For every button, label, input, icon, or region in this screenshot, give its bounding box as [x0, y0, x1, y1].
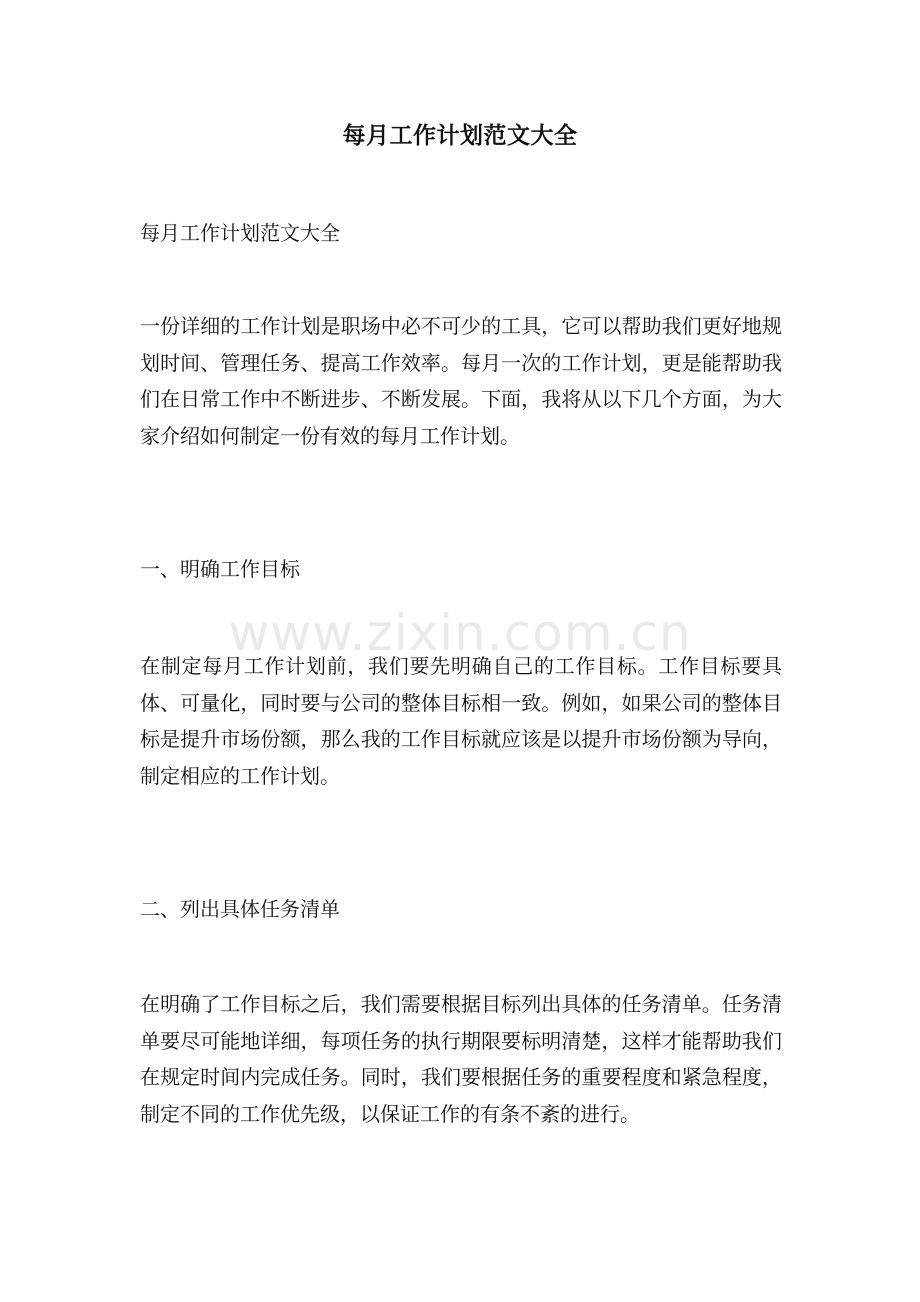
section-paragraph-1: 在制定每月工作计划前，我们要先明确自己的工作目标。工作目标要具体、可量化，同时要与公司的整体目标相一致。例如，如果公司的整体目标是提升市场份额，那么我的工作目标就应该是以提升市场份额为导向，制定相应的工作计划。: [140, 654, 782, 788]
watermark: www.zixin.com.cn: [228, 604, 692, 662]
intro-paragraph: 一份详细的工作计划是职场中必不可少的工具，它可以帮助我们更好地规划时间、管理任务、提高工作效率。每月一次的工作计划，更是能帮助我们在日常工作中不断进步、不断发展。下面，我将从以下几个方面，为大家介绍如何制定一份有效的每月工作计划。: [140, 314, 782, 448]
document-title: 每月工作计划范文大全: [342, 122, 578, 149]
section-heading-2: 二、列出具体任务清单: [140, 897, 340, 921]
section-paragraph-2: 在明确了工作目标之后，我们需要根据目标列出具体的任务清单。任务清单要尽可能地详细，每项任务的执行期限要标明清楚，这样才能帮助我们在规定时间内完成任务。同时，我们要根据任务的重要程度和紧急程度，制定不同的工作优先级，以保证工作的有条不紊的进行。: [140, 992, 782, 1126]
section-heading-1: 一、明确工作目标: [140, 557, 300, 581]
document-subtitle: 每月工作计划范文大全: [140, 221, 340, 245]
